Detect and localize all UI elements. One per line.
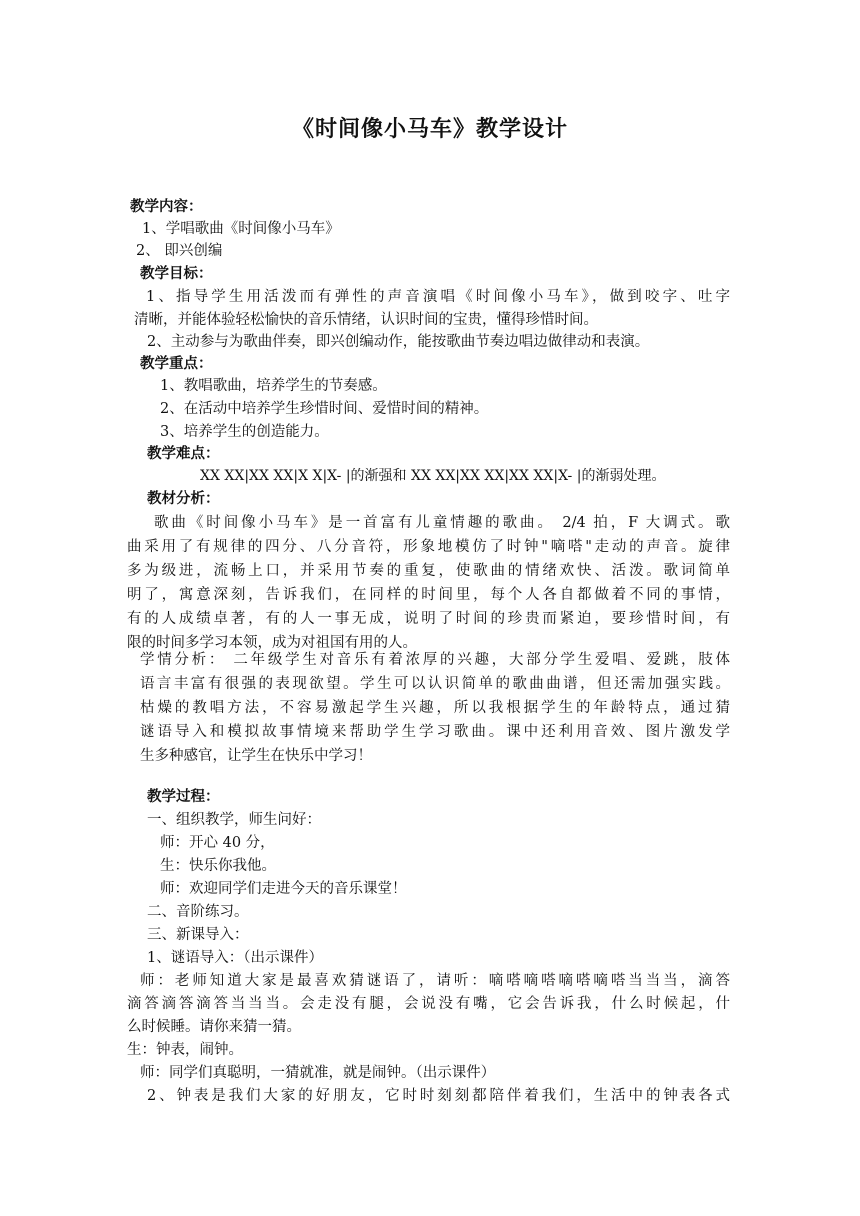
process-line-10: 么时候睡。请你来猜一猜。 [127, 1019, 301, 1035]
students-line-4: 谜语导入和模拟故事情境来帮助学生学习歌曲。课中还利用音效、图片激发学 [140, 724, 730, 740]
material-line-2: 曲采用了有规律的四分、八分音符，形象地模仿了时钟"嘀嗒"走动的声音。旋律 [127, 539, 730, 555]
material-line-3: 多为级进，流畅上口，并采用节奏的重复，使歌曲的情绪欢快、活泼。歌词简单 [127, 563, 730, 579]
document-title: 《时间像小马车》教学设计 [291, 116, 568, 142]
process-line-8: 师：老师知道大家是最喜欢猜谜语了，请听：嘀嗒嘀嗒嘀嗒嘀嗒当当当，滴答 [140, 973, 730, 989]
process-line-12: 师：同学们真聪明，一猜就准，就是闹钟。（出示课件） [140, 1065, 496, 1081]
material-line-6: 限的时间多学习本领，成为对祖国有用的人。 [127, 635, 417, 651]
key-point-1: 1、教唱歌曲，培养学生的节奏感。 [160, 378, 387, 394]
content-item-1: 1、学唱歌曲《时间像小马车》 [142, 221, 340, 237]
key-point-3: 3、培养学生的创造能力。 [160, 424, 329, 440]
goal-1-line-2: 清晰，并能体验轻松愉快的音乐情绪，认识时间的宝贵，懂得珍惜时间。 [134, 312, 598, 328]
process-line-5: 二、音阶练习。 [147, 904, 249, 920]
process-line-3: 生：快乐你我他。 [160, 858, 276, 874]
key-point-2: 2、在活动中培养学生珍惜时间、爱惜时间的精神。 [160, 401, 489, 417]
goal-2: 2、主动参与为歌曲伴奏，即兴创编动作，能按歌曲节奏边唱边做律动和表演。 [147, 334, 650, 350]
process-line-9: 滴答滴答滴答当当当。会走没有腿，会说没有嘴，它会告诉我，什么时候起，什 [127, 996, 730, 1012]
material-line-5: 有的人成绩卓著，有的人一事无成，说明了时间的珍贵而紧迫，要珍惜时间，有 [127, 611, 730, 627]
students-line-1: 学情分析： 二年级学生对音乐有着浓厚的兴趣，大部分学生爱唱、爱跳，肢体 [140, 652, 730, 668]
key-points-heading: 教学重点： [140, 355, 213, 372]
goals-heading: 教学目标： [140, 265, 213, 282]
material-line-4: 明了，寓意深刻，告诉我们，在同样的时间里，每个人各自都做着不同的事情， [127, 587, 730, 603]
process-line-2: 师：开心 40 分， [160, 835, 275, 851]
process-line-13: 2、钟表是我们大家的好朋友，它时时刻刻都陪伴着我们，生活中的钟表各式 [147, 1088, 730, 1104]
material-heading: 教材分析： [147, 490, 220, 507]
process-line-11: 生：钟表，闹钟。 [127, 1042, 243, 1058]
process-line-1: 一、组织教学，师生问好： [147, 812, 321, 828]
material-line-1: 歌曲《时间像小马车》是一首富有儿童情趣的歌曲。 2/4 拍，F 大调式。歌 [154, 515, 730, 531]
difficulty-heading: 教学难点： [147, 445, 220, 462]
process-heading: 教学过程： [147, 788, 220, 805]
difficulty-text: XX XX|XX XX|X X|X- |的渐强和 XX XX|XX XX|XX XX|X- |的渐弱处理。 [200, 468, 666, 484]
students-line-2: 语言丰富有很强的表现欲望。学生可以认识简单的歌曲曲谱，但还需加强实践。 [140, 676, 730, 692]
content-item-2: 2、 即兴创编 [136, 243, 223, 259]
process-line-6: 三、新课导入： [147, 927, 249, 943]
content-heading: 教学内容： [130, 198, 203, 215]
students-line-5: 生多种感官，让学生在快乐中学习！ [140, 748, 372, 764]
goal-1-line-1: 1、指导学生用活泼而有弹性的声音演唱《时间像小马车》，做到咬字、吐字 [146, 289, 730, 305]
process-line-7: 1、谜语导入：（出示课件） [147, 950, 323, 966]
process-line-4: 师：欢迎同学们走进今天的音乐课堂！ [160, 881, 407, 897]
students-line-3: 枯燥的教唱方法，不容易激起学生兴趣，所以我根据学生的年龄特点，通过猜 [140, 700, 730, 716]
